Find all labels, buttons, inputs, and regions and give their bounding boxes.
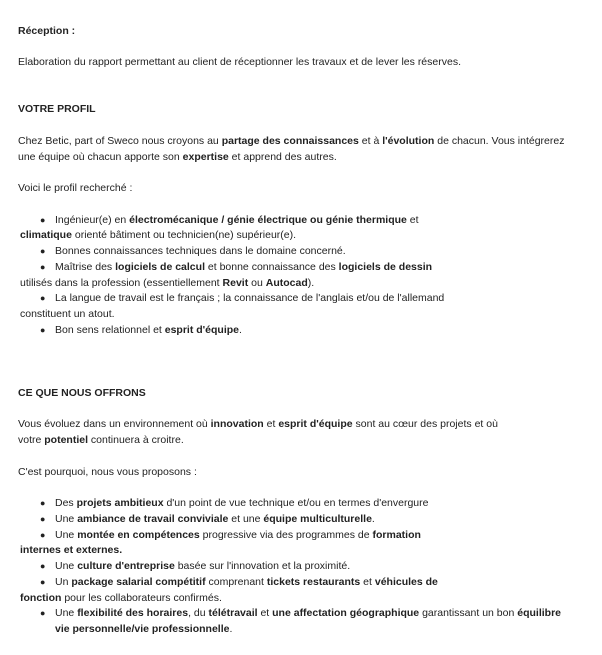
offrons-intro-line-1 [18,417,498,432]
bullet-icon: ● [40,561,46,571]
text: Une [55,607,78,619]
bullet-icon: ● [40,577,46,587]
bold-text: climatique [20,229,72,241]
bold-text: potentiel [44,434,89,446]
text: Vous évoluez dans un environnement où [18,418,211,430]
offrons-item-2 [55,512,375,527]
bold-text: innovation [210,418,264,430]
text: Une [55,529,78,541]
text: . [229,623,233,635]
text: Bon sens relationnel et [55,324,165,336]
text: ). [307,277,315,289]
text: Des [55,497,77,509]
text: et apprend des autres. [228,151,337,163]
text: de chacun. Vous intégrerez [434,135,565,147]
bold-text: équipe multiculturelle [263,513,372,525]
bold-text: équilibre [517,607,561,619]
offrons-item-3-line-2: internes et externes. [20,544,123,556]
text: et une [228,513,264,525]
offrons-item-5-line-1 [55,575,438,590]
reception-heading: Réception : [18,25,76,37]
bold-text: flexibilité des horaires [77,607,189,619]
bullet-icon: ● [40,530,46,540]
text: votre [18,434,45,446]
bold-text: montée en compétences [77,529,200,541]
bullet-icon: ● [40,246,46,256]
bold-text: Autocad [265,277,308,289]
bold-text: logiciels de dessin [338,261,433,273]
text: , du [188,607,209,619]
bullet-icon: ● [40,293,46,303]
text: Maîtrise des [55,261,116,273]
offrons-item-4 [55,559,350,574]
text: et [263,418,279,430]
text: . [371,513,375,525]
text: ou [248,277,266,289]
bullet-icon: ● [40,262,46,272]
bold-text: partage des connaissances [221,135,359,147]
bold-text: logiciels de calcul [115,261,205,273]
bold-text: esprit d'équipe [278,418,353,430]
text: Un [55,576,72,588]
bold-text: esprit d'équipe [164,324,240,336]
bullet-icon: ● [40,325,46,335]
profil-item-4-line-2: constituent un atout. [20,308,115,320]
bold-text: l'évolution [382,135,435,147]
offrons-item-1 [55,496,429,511]
text: et bonne connaissance des [204,261,339,273]
bold-text: expertise [182,151,229,163]
text: et [360,576,375,588]
bold-text: ambiance de travail conviviale [77,513,229,525]
profil-item-3-line-2 [20,276,314,291]
text: Une [55,513,78,525]
bold-text: culture d'entreprise [77,560,175,572]
offrons-item-5-line-2 [20,591,222,606]
bold-text: vie personnelle/vie professionnelle [55,623,230,635]
bold-text: télétravail [208,607,258,619]
offrons-heading: CE QUE NOUS OFFRONS [18,387,146,399]
text: comprenant [205,576,267,588]
bold-text: véhicules de [374,576,438,588]
offrons-intro-line-2 [18,433,184,448]
text: basée sur l'innovation et la proximité. [174,560,351,572]
profil-intro-line-2 [18,150,337,165]
text: une équipe où chacun apporte son [18,151,183,163]
profil-intro-line-1 [18,134,564,149]
profil-item-2: Bonnes connaissances techniques dans le domaine concerné. [55,245,346,257]
text: orienté bâtiment ou technicien(ne) supérieur(e). [71,229,297,241]
offrons-item-6-line-1 [55,606,561,621]
profil-item-3-line-1 [55,260,432,275]
bold-text: fonction [20,592,62,604]
bold-text: une affectation géographique [272,607,420,619]
text: garantissant un bon [419,607,518,619]
reception-text: Elaboration du rapport permettant au client de réceptionner les travaux et de lever les réserves. [18,56,461,68]
offrons-item-6-line-2 [55,622,232,637]
bold-text: projets ambitieux [76,497,164,509]
text: et [257,607,273,619]
bold-text: Revit [222,277,249,289]
text: pour les collaborateurs confirmés. [61,592,222,604]
text: et [406,214,419,226]
text: Ingénieur(e) en [55,214,130,226]
text: progressive via des programmes de [199,529,373,541]
bold-text: package salarial compétitif [71,576,206,588]
text: Une [55,560,78,572]
profil-item-5 [55,323,242,338]
offrons-item-3-line-1 [55,528,421,543]
bold-text: formation [372,529,421,541]
bullet-icon: ● [40,498,46,508]
bullet-icon: ● [40,514,46,524]
profil-item-1-line-2 [20,228,296,243]
profil-item-1-line-1 [55,213,419,228]
profil-lead: Voici le profil recherché : [18,182,133,194]
text: continuera à croitre. [88,434,184,446]
bullet-icon: ● [40,215,46,225]
bold-text: électromécanique / génie électrique ou génie thermique [129,214,407,226]
text: . [239,324,242,336]
bold-text: tickets restaurants [266,576,361,588]
offrons-lead: C'est pourquoi, nous vous proposons : [18,466,197,478]
text: d'un point de vue technique et/ou en termes d'envergure [163,497,429,509]
text: et à [358,135,383,147]
text: utilisés dans la profession (essentiellement [20,277,223,289]
bullet-icon: ● [40,608,46,618]
text: sont au cœur des projets et où [352,418,498,430]
profil-item-4-line-1: La langue de travail est le français ; la connaissance de l'anglais et/ou de l'allemand [55,292,445,304]
text: Chez Betic, part of Sweco nous croyons au [18,135,222,147]
profil-heading: VOTRE PROFIL [18,103,96,115]
